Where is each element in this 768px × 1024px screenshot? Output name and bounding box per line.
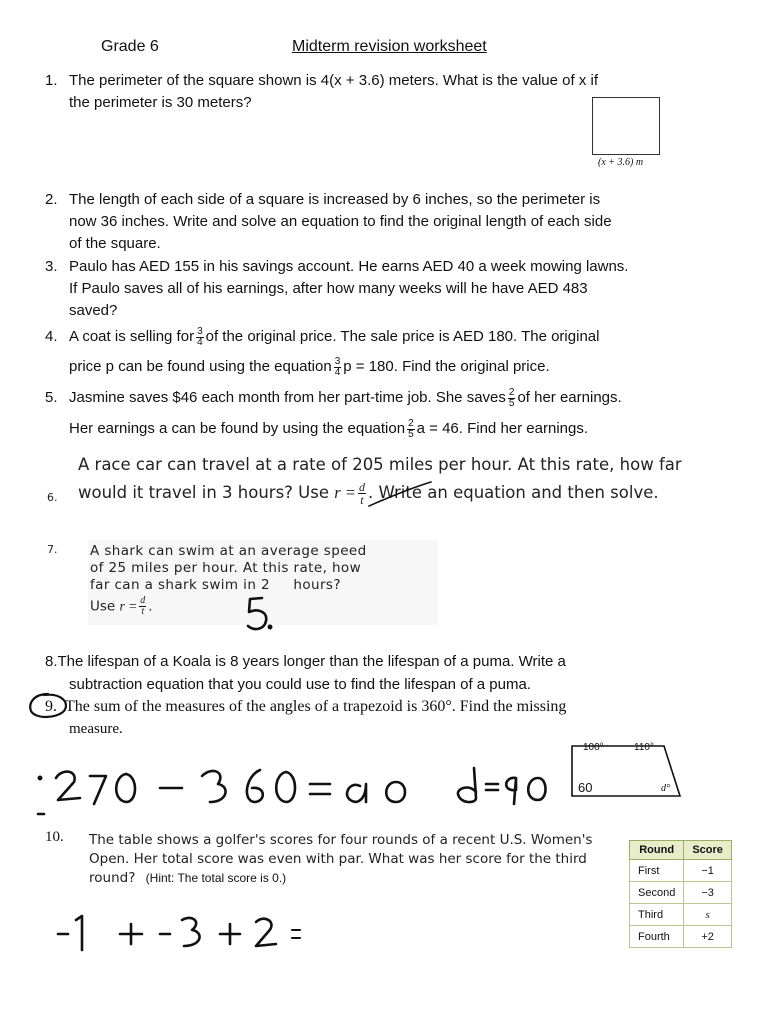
table-cell-round: Fourth bbox=[630, 926, 684, 948]
table-cell-score: s bbox=[684, 904, 732, 926]
q10-line1: The table shows a golfer's scores for four rounds of a recent U.S. Women's bbox=[89, 832, 593, 848]
q5-line2 bbox=[69, 418, 588, 440]
q10-number: 10. bbox=[45, 829, 64, 845]
q6-formula-r: r = bbox=[334, 483, 356, 502]
q9-handwritten-answer bbox=[452, 760, 557, 816]
square-side-label: (x + 3.6) m bbox=[598, 157, 644, 168]
q4-fraction: $\frac{3}{4}$ bbox=[197, 325, 203, 348]
table-cell-score: −3 bbox=[684, 882, 732, 904]
q4-number: 4. bbox=[45, 328, 58, 345]
angle-top-right: 110° bbox=[634, 742, 654, 753]
q4-line2 bbox=[69, 356, 550, 378]
table-row bbox=[630, 882, 732, 904]
q6-strike-mark bbox=[365, 476, 435, 512]
grade-label: Grade 6 bbox=[101, 38, 159, 55]
table-cell-score: +2 bbox=[684, 926, 732, 948]
q4-line1 bbox=[69, 326, 599, 348]
q2-line2: now 36 inches. Write and solve an equation to find the original length of each side bbox=[69, 213, 612, 230]
worksheet-title: Midterm revision worksheet bbox=[292, 38, 487, 55]
q10-hint: (Hint: The total score is 0.) bbox=[145, 871, 287, 885]
q1-number: 1. bbox=[45, 72, 58, 89]
q10-line3 bbox=[89, 869, 286, 888]
q6-line1: A race car can travel at a rate of 205 miles per hour. At this rate, how far bbox=[78, 455, 682, 474]
q3-line3: saved? bbox=[69, 302, 118, 319]
q7-use: Use bbox=[90, 598, 116, 615]
q3-number: 3. bbox=[45, 258, 58, 275]
q1-line1: The perimeter of the square shown is 4(x + 3.6) meters. What is the value of x if bbox=[69, 72, 598, 89]
table-cell-round: Second bbox=[630, 882, 684, 904]
q9-number: 9. bbox=[45, 698, 57, 715]
q10-line2: Open. Her total score was even with par. What was her score for the third bbox=[89, 851, 587, 867]
q5-text-b: of her earnings. bbox=[517, 389, 622, 406]
table-cell-score: −1 bbox=[684, 860, 732, 882]
q6-text-a: would it travel in 3 hours? Use bbox=[78, 483, 330, 502]
q6-formula-fraction: $\frac{d}{t}$ bbox=[358, 480, 365, 507]
table-row bbox=[630, 904, 732, 926]
q7-formula-fraction: $\frac{d}{t}$ bbox=[140, 595, 146, 617]
table-row bbox=[630, 926, 732, 948]
table-row bbox=[630, 860, 732, 882]
q10-round-text: round? bbox=[89, 870, 136, 886]
q5-text-d: a = 46. Find her earnings. bbox=[416, 420, 588, 437]
q6-text-b: . Write an equation and then solve. bbox=[367, 483, 659, 502]
q10-handwritten-work bbox=[52, 910, 322, 958]
table-header-round: Round bbox=[630, 841, 684, 860]
q7-handwritten-answer bbox=[240, 594, 300, 636]
q5-line1 bbox=[69, 387, 622, 409]
q8-line2: subtraction equation that you could use to find the lifespan of a puma. bbox=[69, 676, 531, 693]
q7-line3: far can a shark swim in 2 hours? bbox=[90, 577, 341, 593]
q4-text-d: p = 180. Find the original price. bbox=[343, 358, 550, 375]
q5-fraction-eq: $\frac{2}{5}$ bbox=[408, 417, 414, 440]
square-figure bbox=[592, 97, 660, 155]
q5-text-c: Her earnings a can be found by using the equation bbox=[69, 420, 406, 437]
q4-text-a: A coat is selling for bbox=[69, 328, 195, 345]
q7-number: 7. bbox=[47, 543, 58, 556]
q4-text-b: of the original price. The sale price is AED 180. The original bbox=[205, 328, 600, 345]
q4-fraction-eq: $\frac{3}{4}$ bbox=[334, 355, 341, 378]
q3-line1: Paulo has AED 155 in his savings account. He earns AED 40 a week mowing lawns. bbox=[69, 258, 629, 275]
q9-line1: The sum of the measures of the angles of a trapezoid is 360°. Find the missing bbox=[65, 698, 567, 715]
q2-number: 2. bbox=[45, 191, 58, 208]
table-cell-round: First bbox=[630, 860, 684, 882]
q5-number: 5. bbox=[45, 389, 58, 406]
angle-bottom-left: 60 bbox=[578, 780, 593, 795]
q7-line2: of 25 miles per hour. At this rate, how bbox=[90, 560, 362, 576]
q7-use-line: Use r = $\frac{d}{t}$ . bbox=[90, 595, 153, 617]
q1-line2: the perimeter is 30 meters? bbox=[69, 94, 252, 111]
q9-circle-mark bbox=[26, 691, 70, 721]
angle-top-left: 100° bbox=[583, 742, 604, 753]
table-cell-round: Third bbox=[630, 904, 684, 926]
q5-text-a: Jasmine saves $46 each month from her part-time job. She saves bbox=[69, 389, 506, 406]
q9-line2: measure. bbox=[69, 721, 123, 737]
q6-number: 6. bbox=[47, 491, 58, 504]
q8-line1: 8.The lifespan of a Koala is 8 years longer than the lifespan of a puma. Write a bbox=[45, 653, 566, 670]
q7-formula-r: r = bbox=[119, 598, 138, 614]
q2-line3: of the square. bbox=[69, 235, 161, 252]
q3-line2: If Paulo saves all of his earnings, after how many weeks will he have AED 483 bbox=[69, 280, 588, 297]
q7-line1: A shark can swim at an average speed bbox=[90, 543, 367, 559]
table-header-score: Score bbox=[684, 841, 732, 860]
angle-bottom-right: d° bbox=[661, 783, 670, 794]
golf-score-table bbox=[629, 840, 732, 948]
q5-fraction: $\frac{2}{5}$ bbox=[508, 386, 515, 409]
q2-line1: The length of each side of a square is increased by 6 inches, so the perimeter is bbox=[69, 191, 601, 208]
q4-text-c: price p can be found using the equation bbox=[69, 358, 332, 375]
